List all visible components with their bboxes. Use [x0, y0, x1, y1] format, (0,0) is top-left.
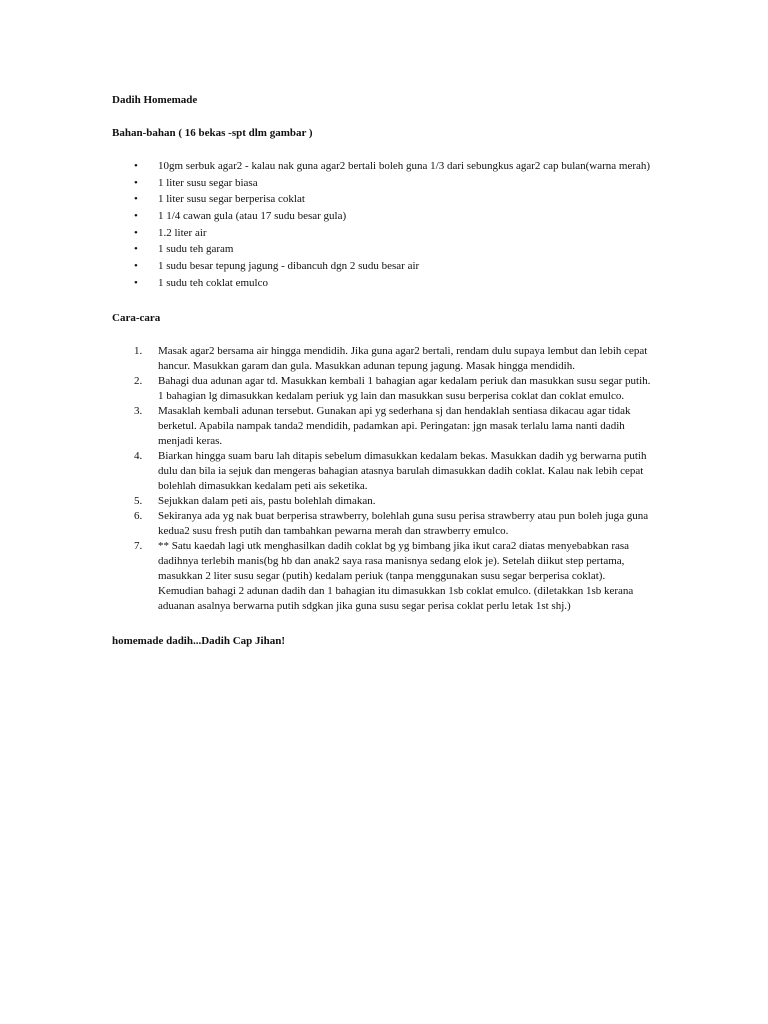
bullet-icon: • — [134, 260, 138, 273]
bullet-icon: • — [134, 243, 138, 256]
bullet-icon: • — [134, 160, 138, 172]
list-item — [112, 374, 652, 404]
step-text: Bahagi dua adunan agar td. Masukkan kembali 1 bahagian agar kedalam periuk dan masukkan susu segar putih. 1 bahagian lg dimasukkan kedalam periuk yg lain dan masukkan susu berperisa coklat dan coklat emulco. — [158, 374, 651, 402]
bullet-icon: • — [134, 276, 138, 289]
list-item — [112, 192, 652, 207]
step-number: 2. — [134, 374, 143, 387]
step-number: 5. — [134, 494, 143, 507]
step-text: ** Satu kaedah lagi utk menghasilkan dadih coklat bg yg bimbang jika ikut cara2 diatas menyebabkan rasa dadihnya terlebih manis(bg hb dan anak2 saya rasa manisnya sedang elok je). Setelah diikut step pertama, masukkan 2 liter susu segar (putih) kedalam periuk (tanpa menggunakan susu segar berperisa coklat). Kemudian bahagi 2 adunan dadih dan 1 bahagian itu dimasukkan 1sb coklat emulco. (diletakkan 1sb kerana aduanan asalnya berwarna putih sdgkan jika guna susu segar perisa coklat perlu letak 1st shj.) — [158, 539, 634, 612]
step-number: 4. — [134, 449, 143, 462]
list-item — [112, 276, 652, 291]
step-number: 6. — [134, 509, 143, 522]
ingredient-text: 1 liter susu segar biasa — [158, 176, 258, 189]
ingredients-heading: Bahan-bahan ( 16 bekas -spt dlm gambar ) — [112, 127, 313, 139]
step-number: 1. — [134, 344, 143, 357]
ingredient-text: 10gm serbuk agar2 - kalau nak guna agar2 bertali boleh guna 1/3 dari sebungkus agar2 cap bulan(warna merah) — [158, 160, 651, 172]
step-number: 3. — [134, 404, 143, 417]
recipe-title: Dadih Homemade — [112, 94, 198, 106]
step-text: Masak agar2 bersama air hingga mendidih. Jika guna agar2 bertali, rendam dulu supaya lembut dan lebih cepat hancur. Masukkan garam dan gula. Masukkan adunan tepung jagung. Masak hingga mendidih. — [158, 344, 648, 372]
ingredients-list — [112, 159, 652, 291]
footer-tagline: homemade dadih...Dadih Cap Jihan! — [112, 634, 285, 647]
bullet-icon: • — [134, 176, 138, 189]
list-item — [112, 209, 652, 224]
list-item — [112, 226, 652, 241]
bullet-icon: • — [134, 210, 138, 223]
list-item — [112, 159, 652, 174]
step-text: Sekiranya ada yg nak buat berperisa strawberry, bolehlah guna susu perisa strawberry atau pun boleh juga guna kedua2 susu fresh putih dan tambahkan pewarna merah dan strawberry emulco. — [158, 509, 649, 537]
step-text: Biarkan hingga suam baru lah ditapis sebelum dimasukkan kedalam bekas. Masukkan dadih yg berwarna putih dulu dan bila ia sejuk dan mengeras bahagian atasnya barulah dimasukkan dadih coklat. Kalau nak lebih cepat bolehlah dimasukkan kedalam peti ais seketika. — [158, 449, 647, 492]
list-item — [112, 176, 652, 191]
steps-heading: Cara-cara — [112, 311, 161, 324]
ingredient-text: 1 sudu besar tepung jagung - dibancuh dgn 2 sudu besar air — [158, 260, 420, 273]
step-text: Sejukkan dalam peti ais, pastu bolehlah dimakan. — [158, 494, 376, 507]
bullet-icon: • — [134, 226, 138, 239]
list-item — [112, 539, 652, 614]
bullet-icon: • — [134, 193, 138, 206]
list-item — [112, 404, 652, 449]
list-item — [112, 509, 652, 539]
ingredient-text: 1 liter susu segar berperisa coklat — [158, 193, 305, 206]
ingredient-text: 1.2 liter air — [158, 226, 207, 239]
list-item — [112, 344, 652, 374]
list-item — [112, 242, 652, 257]
ingredient-text: 1 sudu teh coklat emulco — [158, 276, 268, 289]
ingredient-text: 1 sudu teh garam — [158, 243, 234, 256]
step-number: 7. — [134, 539, 143, 552]
document-content — [112, 93, 652, 649]
ingredient-text: 1 1/4 cawan gula (atau 17 sudu besar gula) — [158, 210, 347, 223]
step-text: Masaklah kembali adunan tersebut. Gunakan api yg sederhana sj dan hendaklah sentiasa dikacau agar tidak berketul. Apabila nampak tanda2 mendidih, padamkan api. Peringatan: jgn masak terlalu lama nanti dadih menjadi keras. — [158, 404, 631, 447]
list-item — [112, 494, 652, 509]
list-item — [112, 449, 652, 494]
steps-list — [112, 344, 652, 614]
list-item — [112, 259, 652, 274]
